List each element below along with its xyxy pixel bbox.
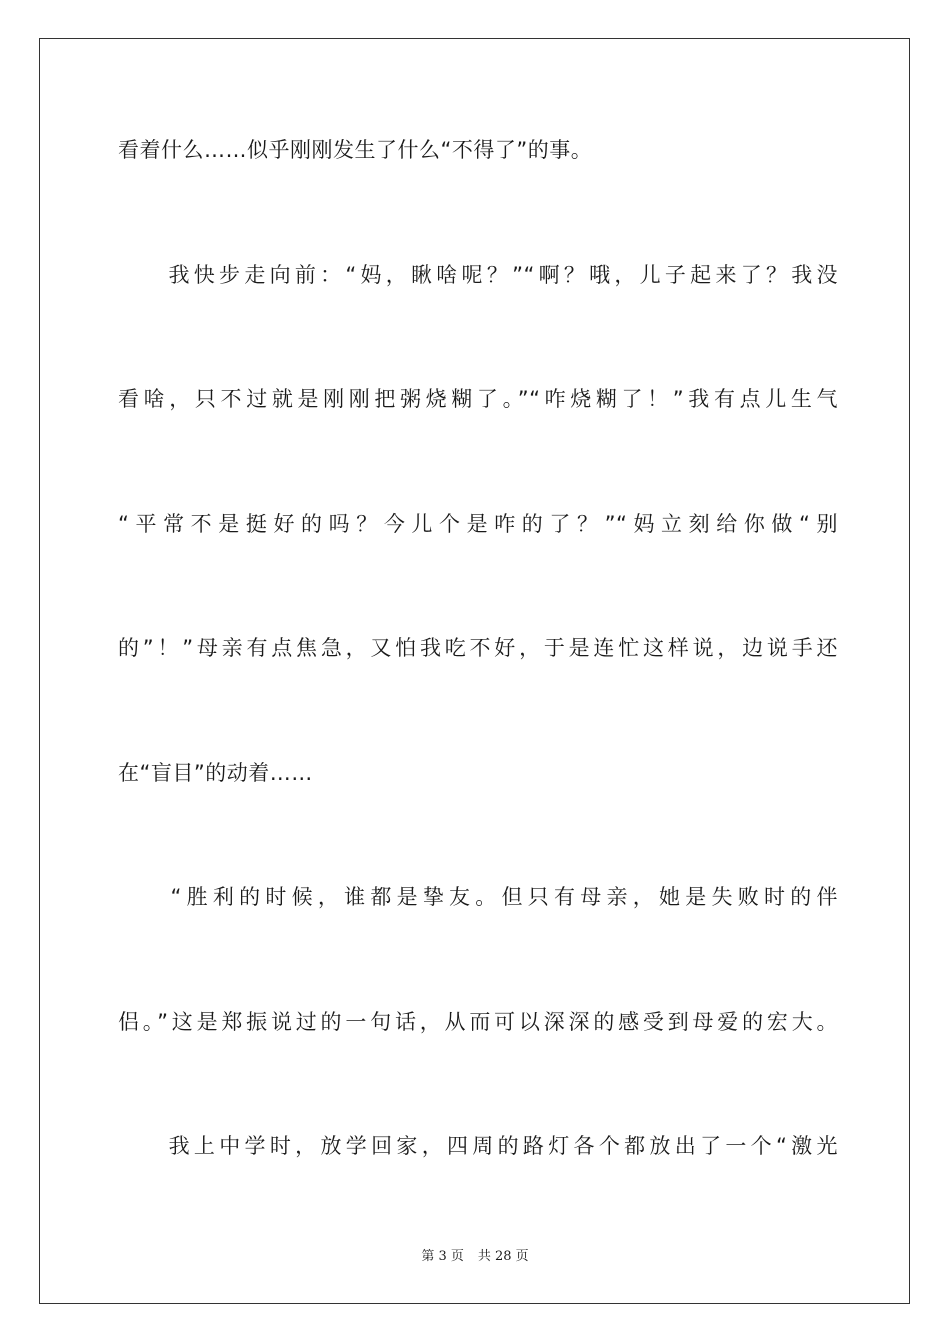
body-line-8: 侣。”这是郑振说过的一句话，从而可以深深的感受到母爱的宏大。 (118, 1010, 838, 1034)
body-line-4: “平常不是挺好的吗？今儿个是咋的了？”“妈立刻给你做“别 (118, 512, 838, 536)
page-frame (39, 38, 910, 1304)
body-line-6: 在“盲目”的动着…… (118, 761, 313, 785)
body-line-3: 看啥，只不过就是刚刚把粥烧糊了。”“咋烧糊了！”我有点儿生气 (118, 387, 838, 411)
body-line-5: 的”！”母亲有点焦急，又怕我吃不好，于是连忙这样说，边说手还 (118, 636, 838, 660)
body-line-1: 看着什么……似乎刚刚发生了什么“不得了”的事。 (118, 138, 593, 162)
total-pages-label: 共 28 页 (477, 1249, 529, 1264)
current-page-label: 第 3 页 (421, 1249, 464, 1264)
page-footer (0, 1248, 950, 1266)
body-line-2: 我快步走向前：“妈，瞅啥呢？”“啊？哦，儿子起来了？我没 (118, 263, 838, 287)
body-line-7: “胜利的时候，谁都是挚友。但只有母亲，她是失败时的伴 (118, 885, 838, 909)
body-line-9: 我上中学时，放学回家，四周的路灯各个都放出了一个“激光 (118, 1134, 838, 1158)
